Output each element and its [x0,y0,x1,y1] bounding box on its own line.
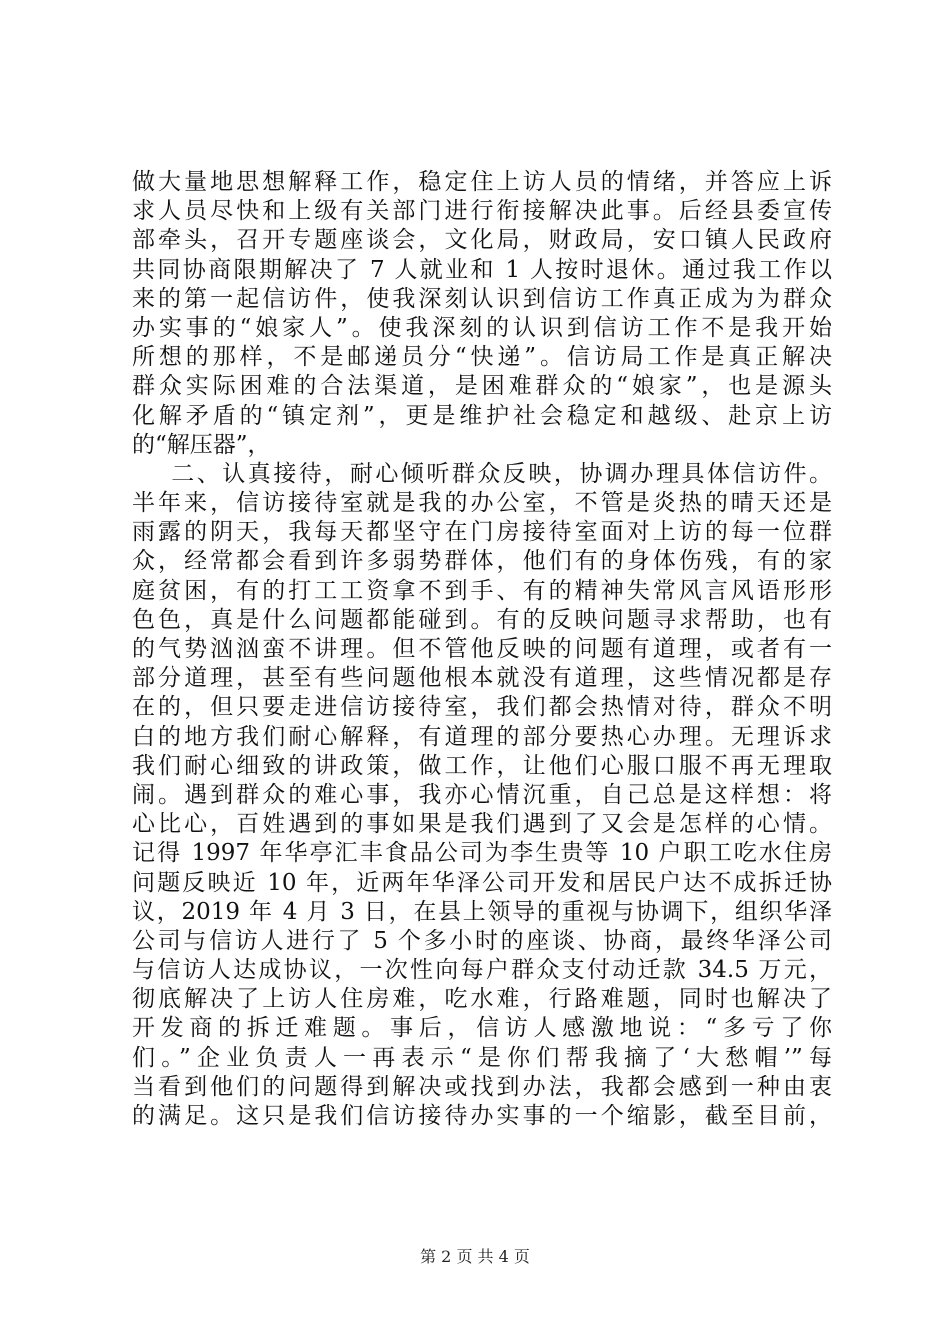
text-line: 我们耐心细致的讲政策，做工作，让他们心服口服不再无理取 [132,752,832,779]
text-line: 的气势汹汹蛮不讲理。但不管他反映的问题有道理，或者有一 [132,636,832,662]
text-line: 闹。遇到群众的难心事，我亦心情沉重，自己总是这样想：将 [132,781,832,808]
text-line: 二、认真接待，耐心倾听群众反映，协调办理具体信访件。 [132,460,832,487]
text-line: 所想的那样，不是邮递员分“快递”。信访局工作是真正解决 [132,344,832,371]
text-line: 彻底解决了上访人住房难，吃水难，行路难题，同时也解决了 [132,986,832,1013]
text-line: 众，经常都会看到许多弱势群体，他们有的身体伤残，有的家 [132,548,832,575]
text-line: 做大量地思想解释工作，稳定住上访人员的情绪，并答应上诉 [132,169,832,195]
text-line: 们。”企业负责人一再表示“是你们帮我摘了‘大愁帽’”每 [132,1044,832,1071]
page-footer: 第 2 页 共 4 页 [420,1247,530,1266]
text-line: 色色，真是什么问题都能碰到。有的反映问题寻求帮助，也有 [132,606,832,633]
text-line: 庭贫困，有的打工工资拿不到手、有的精神失常风言风语形形 [132,577,832,604]
text-line: 半年来，信访接待室就是我的办公室，不管是炎热的晴天还是 [132,490,832,517]
text-line: 公司与信访人进行了 5 个多小时的座谈、协商，最终华泽公司 [132,927,832,954]
text-line: 议，2019 年 4 月 3 日，在县上领导的重视与协调下，组织华泽 [132,898,832,925]
text-line: 部牵头，召开专题座谈会，文化局，财政局，安口镇人民政府 [132,227,832,254]
text-line: 雨露的阴天，我每天都坚守在门房接待室面对上访的每一位群 [132,519,832,546]
text-line: 白的地方我们耐心解释，有道理的部分要热心办理。无理诉求 [132,723,832,750]
text-line: 开发商的拆迁难题。事后，信访人感激地说：“多亏了你 [132,1015,832,1042]
document-body [132,168,832,1131]
text-line: 的满足。这只是我们信访接待办实事的一个缩影，截至目前， [132,1103,832,1129]
text-line: 化解矛盾的“镇定剂”，更是维护社会稳定和越级、赴京上访 [132,402,832,429]
text-line: 求人员尽快和上级有关部门进行衔接解决此事。后经县委宣传 [132,198,832,225]
text-line: 办实事的“娘家人”。使我深刻的认识到信访工作不是我开始 [132,314,832,341]
text-line: 群众实际困难的合法渠道，是困难群众的“娘家”，也是源头 [132,373,832,400]
text-line: 问题反映近 10 年，近两年华泽公司开发和居民户达不成拆迁协 [132,869,832,896]
text-line: 在的，但只要走进信访接待室，我们都会热情对待，群众不明 [132,694,832,721]
text-line: 与信访人达成协议，一次性向每户群众支付动迁款 34.5 万元， [132,957,832,984]
text-line: 共同协商限期解决了 7 人就业和 1 人按时退休。通过我工作以 [132,256,832,283]
text-line: 记得 1997 年华亭汇丰食品公司为李生贵等 10 户职工吃水住房 [132,840,832,867]
text-line: 心比心，百姓遇到的事如果是我们遇到了又会是怎样的心情。 [132,811,832,838]
text-line: 部分道理，甚至有些问题他根本就没有道理，这些情况都是存 [132,665,832,692]
text-line: 的“解压器”， [132,431,271,458]
text-line: 来的第一起信访件，使我深刻认识到信访工作真正成为为群众 [132,285,832,312]
text-line: 当看到他们的问题得到解决或找到办法，我都会感到一种由衷 [132,1073,832,1100]
